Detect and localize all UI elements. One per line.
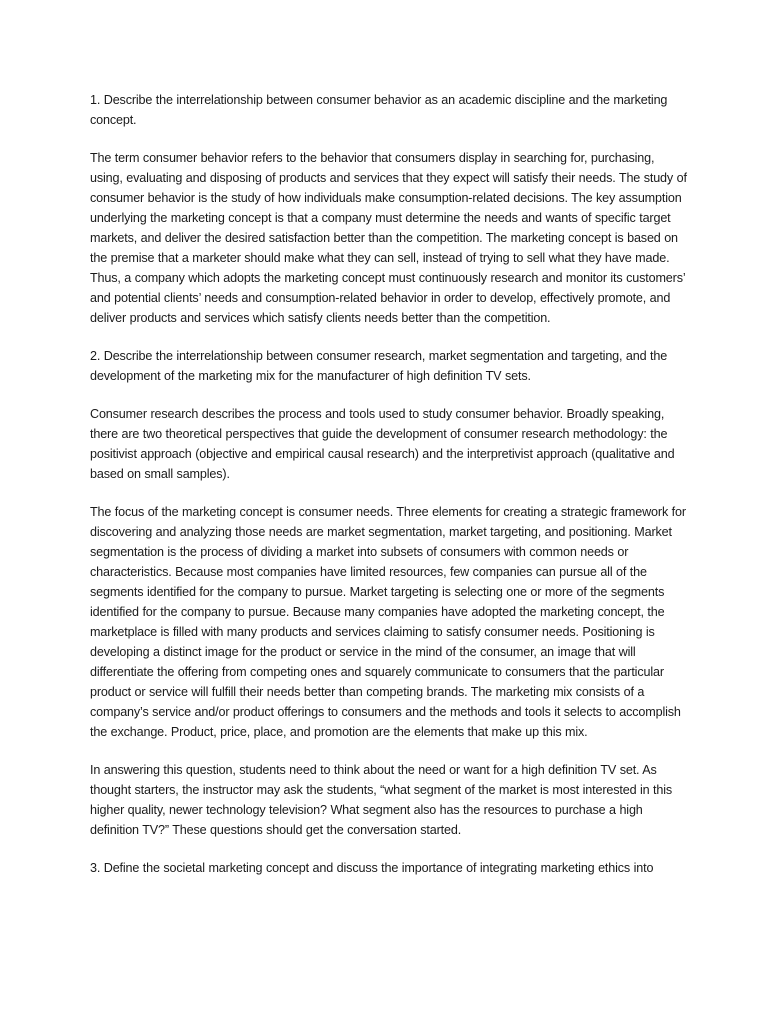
question-2: 2. Describe the interrelationship between consumer research, market segmentation and targeting, and the development of the marketing mix for the manufacturer of high definition TV sets.: [90, 349, 668, 383]
answer-2-paragraph-discussion: In answering this question, students need to think about the need or want for a high definition TV set. As thought starters, the instructor may ask the students, “what segment of the market is most interested in this higher quality, newer technology television? What segment also has the resources to purchase a high definition TV?” These questions should get the conversation started.: [90, 763, 673, 837]
question-1: 1. Describe the interrelationship between consumer behavior as an academic discipline and the marketing concept.: [90, 93, 668, 127]
document-page: [90, 90, 690, 896]
answer-1-paragraph: The term consumer behavior refers to the behavior that consumers display in searching for, purchasing, using, evaluating and disposing of products and services that they expect will satisfy their needs. The study of consumer behavior is the study of how individuals make consumption-related decisions. The key assumption underlying the marketing concept is that a company must determine the needs and wants of specific target markets, and deliver the desired satisfaction better than the competition. The marketing concept is based on the premise that a marketer should make what they can sell, instead of trying to sell what they have made. Thus, a company which adopts the marketing concept must continuously research and monitor its customers’ and potential clients’ needs and consumption-related behavior in order to develop, effectively promote, and deliver products and services which satisfy clients needs better than the competition.: [90, 151, 687, 325]
answer-2-paragraph-consumer-research: Consumer research describes the process and tools used to study consumer behavior. Broadly speaking, there are two theoretical perspectives that guide the development of consumer research methodology: the positivist approach (objective and empirical causal research) and the interpretivist approach (qualitative and based on small samples).: [90, 407, 675, 481]
answer-2-paragraph-marketing-concept: The focus of the marketing concept is consumer needs. Three elements for creating a strategic framework for discovering and analyzing those needs are market segmentation, market targeting, and positioning. Market segmentation is the process of dividing a market into subsets of consumers with common needs or characteristics. Because most companies have limited resources, few companies can pursue all of the segments identified for the company to pursue. Market targeting is selecting one or more of the segments identified for the company to pursue. Because many companies have adopted the marketing concept, the marketplace is filled with many products and services claiming to satisfy consumer needs. Positioning is developing a distinct image for the product or service in the mind of the consumer, an image that will differentiate the offering from competing ones and squarely communicate to consumers that the particular product or service will fulfill their needs better than competing brands. The marketing mix consists of a company’s service and/or product offerings to consumers and the methods and tools it selects to accomplish the exchange. Product, price, place, and promotion are the elements that make up this mix.: [90, 505, 686, 739]
question-3: 3. Define the societal marketing concept and discuss the importance of integrating marketing ethics into: [90, 861, 654, 875]
